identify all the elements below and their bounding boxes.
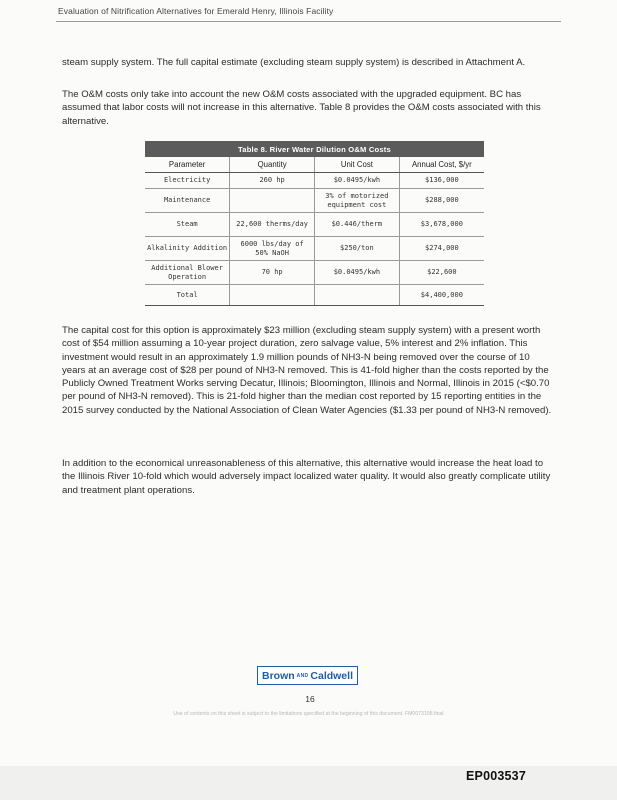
table-row-total: [145, 285, 484, 306]
table-cell: Alkalinity Addition: [145, 237, 230, 261]
table-caption: Table 8. River Water Dilution O&M Costs: [145, 141, 484, 157]
paragraph-om-costs: The O&M costs only take into account the new O&M costs associated with the upgraded equipment. BC has assumed that labor costs will not increase in this alternative. Table 8 provides the O&M costs associated with this alternative.: [62, 89, 541, 127]
table-cell: 70 hp: [230, 261, 315, 285]
table-cell: 260 hp: [230, 173, 315, 189]
table-cell: $0.0495/kwh: [315, 173, 400, 189]
table-cell: Electricity: [145, 173, 230, 189]
table-cell: [315, 285, 400, 306]
column-header-parameter: Parameter: [145, 157, 230, 173]
table-cell: Steam: [145, 213, 230, 237]
logo-text-brown: Brown: [261, 669, 295, 682]
logo-text-and: AND: [296, 672, 309, 679]
table-row: [145, 173, 484, 189]
column-header-quantity: Quantity: [230, 157, 315, 173]
table-row: [145, 261, 484, 285]
table-cell: $250/ton: [315, 237, 400, 261]
table-cell: $22,600: [399, 261, 484, 285]
table-cell: $288,000: [399, 189, 484, 213]
column-header-annual-cost: Annual Cost, $/yr: [399, 157, 484, 173]
header-divider: [56, 21, 561, 22]
table-cell: 22,600 therms/day: [230, 213, 315, 237]
table-row: [145, 189, 484, 213]
table-cell: Total: [145, 285, 230, 306]
page-number: 16: [305, 694, 315, 704]
table-cell: [230, 285, 315, 306]
table-cell: $0.446/therm: [315, 213, 400, 237]
paragraph-steam-supply: steam supply system. The full capital estimate (excluding steam supply system) is described in Attachment A.: [62, 57, 526, 68]
table-cell: Additional Blower Operation: [145, 261, 230, 285]
table-cell: 3% of motorized equipment cost: [315, 189, 400, 213]
table-cell: $274,000: [399, 237, 484, 261]
om-cost-table: [145, 141, 484, 306]
table-row: [145, 237, 484, 261]
table-cell: $3,678,000: [399, 213, 484, 237]
table-cell: 6000 lbs/day of 50% NaOH: [230, 237, 315, 261]
table-row: [145, 213, 484, 237]
footer-disclaimer: Use of contents on this sheet is subject to the limitations specified at the beginning of this document. FM0073158.final: [173, 711, 444, 717]
bates-number: EP003537: [466, 769, 526, 783]
table-cell: $4,400,000: [399, 285, 484, 306]
brown-and-caldwell-logo: [257, 666, 358, 685]
table-cell: [230, 189, 315, 213]
table-cell: $136,000: [399, 173, 484, 189]
table-cell: $0.0495/kwh: [315, 261, 400, 285]
table-cell: Maintenance: [145, 189, 230, 213]
paragraph-heat-load: In addition to the economical unreasonableness of this alternative, this alternative would increase the heat load to the Illinois River 10-fold which would adversely impact localized water quality. It would also greatly complicate utility and treatment plant operations.: [62, 458, 551, 496]
document-header-title: Evaluation of Nitrification Alternatives for Emerald Henry, Illinois Facility: [58, 6, 334, 16]
logo-text-caldwell: Caldwell: [310, 669, 353, 682]
paragraph-capital-cost: The capital cost for this option is approximately $23 million (excluding steam supply system) with a present worth cost of $54 million assuming a 10-year project duration, zero salvage value, 5% interest and 2% inflation. This investment would result in an approximately 1.9 million pounds of NH3-N being removed over the course of 10 years at an average cost of $28 per pound of NH3-N removed. This is 41-fold higher than the costs reported by the Publicly Owned Treatment Works serving Decatur, Illinois; Bloomington, Illinois and Normal, Illinois in 2015 (<$0.70 per pound of NH3-N removed). This is 21-fold higher than the median cost reported by 15 reporting entities in the 2015 survey conducted by the National Association of Clean Water Agencies ($1.33 per pound of NH3-N removed).: [62, 325, 552, 416]
column-header-unit-cost: Unit Cost: [315, 157, 400, 173]
